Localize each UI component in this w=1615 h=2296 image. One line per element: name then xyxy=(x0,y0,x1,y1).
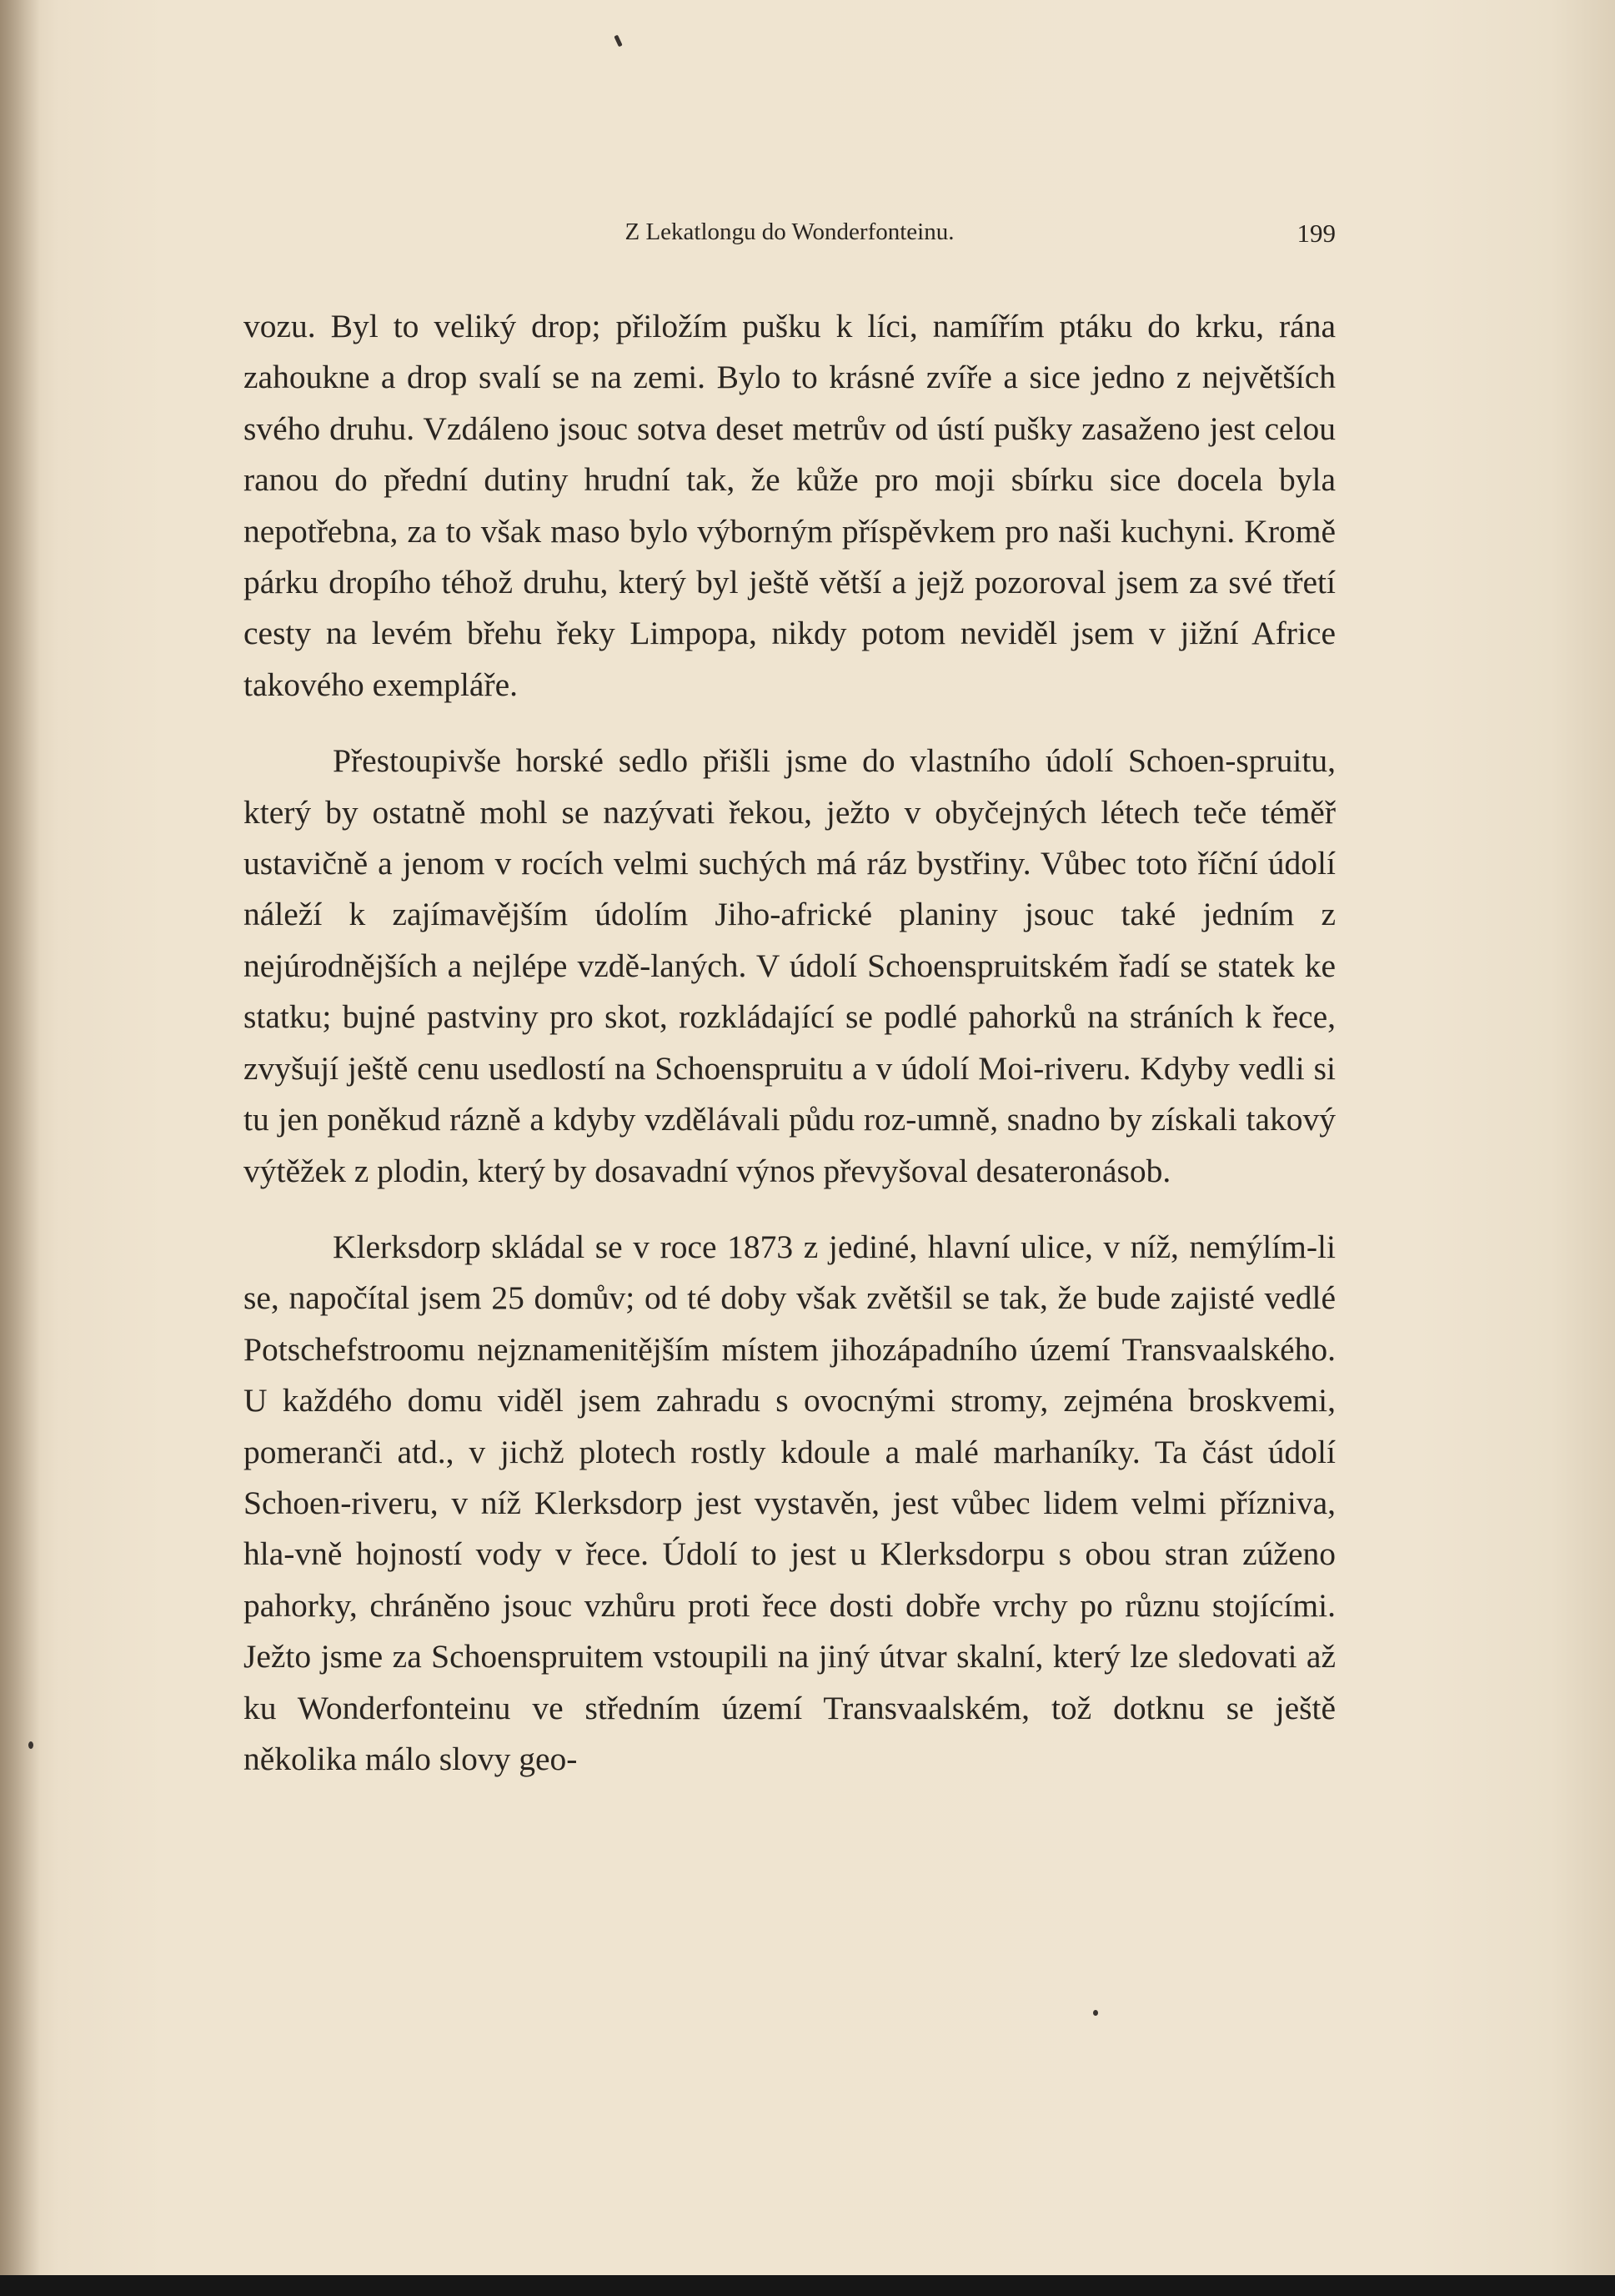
paragraph: Klerksdorp skládal se v roce 1873 z jediné, hlavní ulice, v níž, nemýlím-li se, napočítal jsem 25 domův; od té doby však zvětšil se tak, že bude zajisté vedlé Potschefstroomu nejznamenitějším místem jihozápadního území Transvaalského. U každého domu viděl jsem zahradu s ovocnými stromy, zejména broskvemi, pomeranči atd., v jichž plotech rostly kdoule a malé marhaníky. Ta část údolí Schoen-riveru, v níž Klerksdorp jest vystavěn, jest vůbec lidem velmi přízniva, hla-vně hojností vody v řece. Údolí to jest u Klerksdorpu s obou stran zúženo pahorky, chráněno jsouc vzhůru proti řece dosti dobře vrchy po různu stojícími. Ježto jsme za Schoenspruitem vstoupili na jiný útvar skalní, který lze sledovati až ku Wonderfonteinu ve středním území Transvaalském, tož dotknu se ještě několika málo slovy geo- xyxy=(243,1228,1336,1777)
scan-bottom-edge xyxy=(0,2275,1615,2296)
paragraph: vozu. Byl to veliký drop; přiložím pušku k líci, namířím ptáku do krku, rána zahoukne a drop svalí se na zemi. Bylo to krásné zvíře a sice jedno z největších svého druhu. Vzdáleno jsouc sotva deset metrův od ústí pušky zasaženo jest celou ranou do přední dutiny hrudní tak, že kůže pro moji sbírku sice docela byla nepotřebna, za to však maso bylo výborným příspěvkem pro naši kuchyni. Kromě párku dropího téhož druhu, který byl ještě větší a jejž pozoroval jsem za své třetí cesty na levém břehu řeky Limpopa, nikdy potom neviděl jsem v jižní Africe takového exempláře. xyxy=(243,308,1336,703)
ink-speck xyxy=(28,1741,33,1749)
paragraph: Přestoupivše horské sedlo přišli jsme do vlastního údolí Schoen-spruitu, který by ostatně mohl se nazývati řekou, ježto v obyčejných létech teče téměř ustavičně a jenom v rocích velmi suchých má ráz bystřiny. Vůbec toto říční údolí náleží k zajímavějším údolím Jiho-africké planiny jsouc také jedním z nejúrodnějších a nejlépe vzdě-laných. V údolí Schoenspruitském řadí se statek ke statku; bujné pastviny pro skot, rozkládající se podlé pahorků na stráních k řece, zvyšují ještě cenu usedlostí na Schoenspruitu a v údolí Moi-riveru. Kdyby vedli si tu jen poněkud rázně a kdyby vzdělávali půdu roz-umně, snadno by získali takový výtěžek z plodin, který by dosavadní výnos převyšoval desateronásob. xyxy=(243,742,1336,1189)
page-number: 199 xyxy=(1297,219,1336,248)
ink-speck xyxy=(614,35,622,48)
ink-speck xyxy=(1093,2010,1098,2016)
spine-shadow xyxy=(0,0,40,2275)
body-text xyxy=(243,301,1336,1785)
page-header xyxy=(243,219,1336,252)
running-title: Z Lekatlongu do Wonderfonteinu. xyxy=(624,219,955,245)
